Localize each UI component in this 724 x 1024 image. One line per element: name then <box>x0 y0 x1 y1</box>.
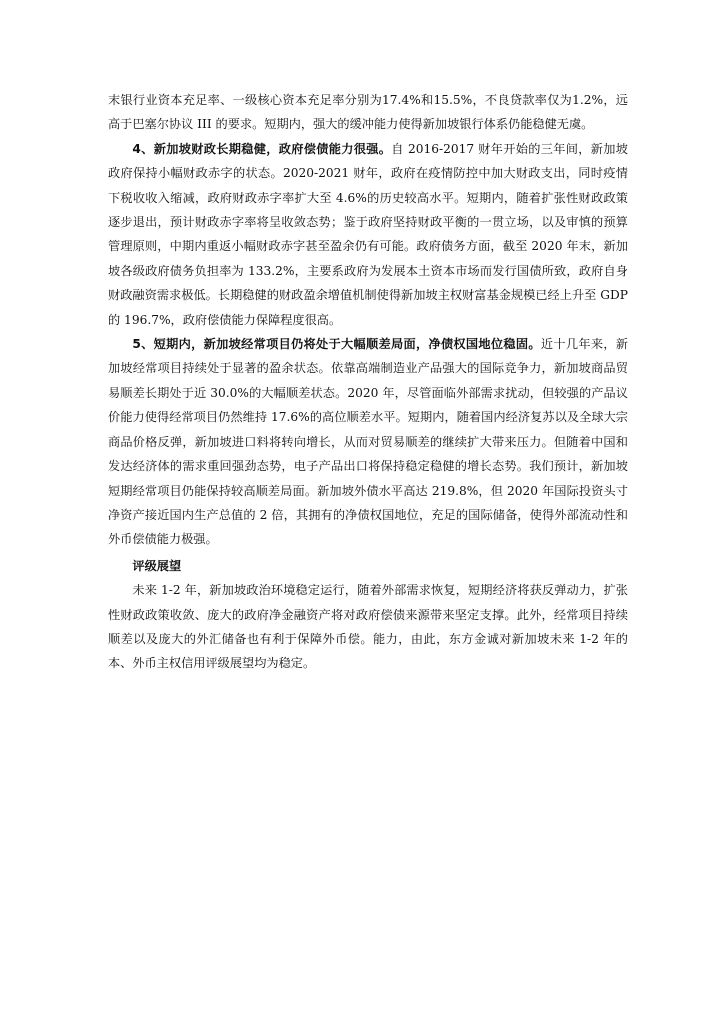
point-4-heading: 4、新加坡财政长期稳健，政府偿债能力很强。 <box>132 141 392 156</box>
point-5-heading: 5、短期内，新加坡经常项目仍将处于大幅顺差局面，净债权国地位稳固。 <box>132 337 541 352</box>
paragraph-text: 末银行业资本充足率、一级核心资本充足率分别为17.4%和15.5%，不良贷款率仅为1.2%，远高于巴塞尔协议 III 的要求。短期内，强大的缓冲能力使得新加坡银行体系仍能稳健无虞。 <box>108 93 628 132</box>
point-5-text: 近十几年来，新加坡经常项目持续处于显著的盈余状态。依靠高端制造业产品强大的国际竞争力，新加坡商品贸易顺差长期处于近 30.0%的大幅顺差状态。2020 年，尽管面临外部需求扰动，但较强的产品议价能力使得经常项目仍然维持 17.6%的高位顺差水平。短期内，随着国内经济复苏以及全球大宗商品价格反弹，新加坡进口料将转向增长，从而对贸易顺差的继续扩大带来压力。但随着中国和发达经济体的需求重回强劲态势，电子产品出口将保持稳定稳健的增长态势。我们预计，新加坡短期经常项目仍能保持较高顺差局面。新加坡外债水平高达 219.8%，但 2020 年国际投资头寸净资产接近国内生产总值的 2 倍，其拥有的净债权国地位，充足的国际储备，使得外部流动性和外币偿债能力极强。 <box>108 337 629 547</box>
paragraph-rating-outlook <box>108 578 628 676</box>
paragraph-current-account <box>108 332 628 552</box>
document-page <box>108 88 628 676</box>
point-4-text: 自 2016-2017 财年开始的三年间，新加坡政府保持小幅财政赤字的状态。2020-2021 财年，政府在疫情防控中加大财政支出，同时疫情下税收收入缩减，政府财政赤字率扩大至 4.6%的历史较高水平。短期内，随着扩张性财政政策逐步退出，预计财政赤字率将呈收敛态势；鉴于政府坚持财政平衡的一贯立场，以及审慎的预算管理原则，中期内重返小幅财政赤字甚至盈余仍有可能。政府债务方面，截至 2020 年末，新加坡各级政府债务负担率为 133.2%，主要系政府为发展本土资本市场而发行国债所致，政府自身财政融资需求极低。长期稳健的财政盈余增值机制使得新加坡主权财富基金规模已经上升至 GDP 的 196.7%，政府偿债能力保障程度很高。 <box>108 141 628 327</box>
outlook-text: 未来 1-2 年，新加坡政治环境稳定运行，随着外部需求恢复，短期经济将获反弹动力，扩张性财政政策收敛、庞大的政府净金融资产将对政府偿债来源带来坚定支撑。此外，经常项目持续顺差以及庞大的外汇储备也有利于保障外币偿。能力，由此，东方金诚对新加坡未来 1-2 年的本、外币主权信用评级展望均为稳定。 <box>108 583 628 671</box>
rating-outlook-heading: 评级展望 <box>132 558 182 573</box>
paragraph-banking-continuation <box>108 88 628 137</box>
paragraph-fiscal <box>108 137 628 332</box>
